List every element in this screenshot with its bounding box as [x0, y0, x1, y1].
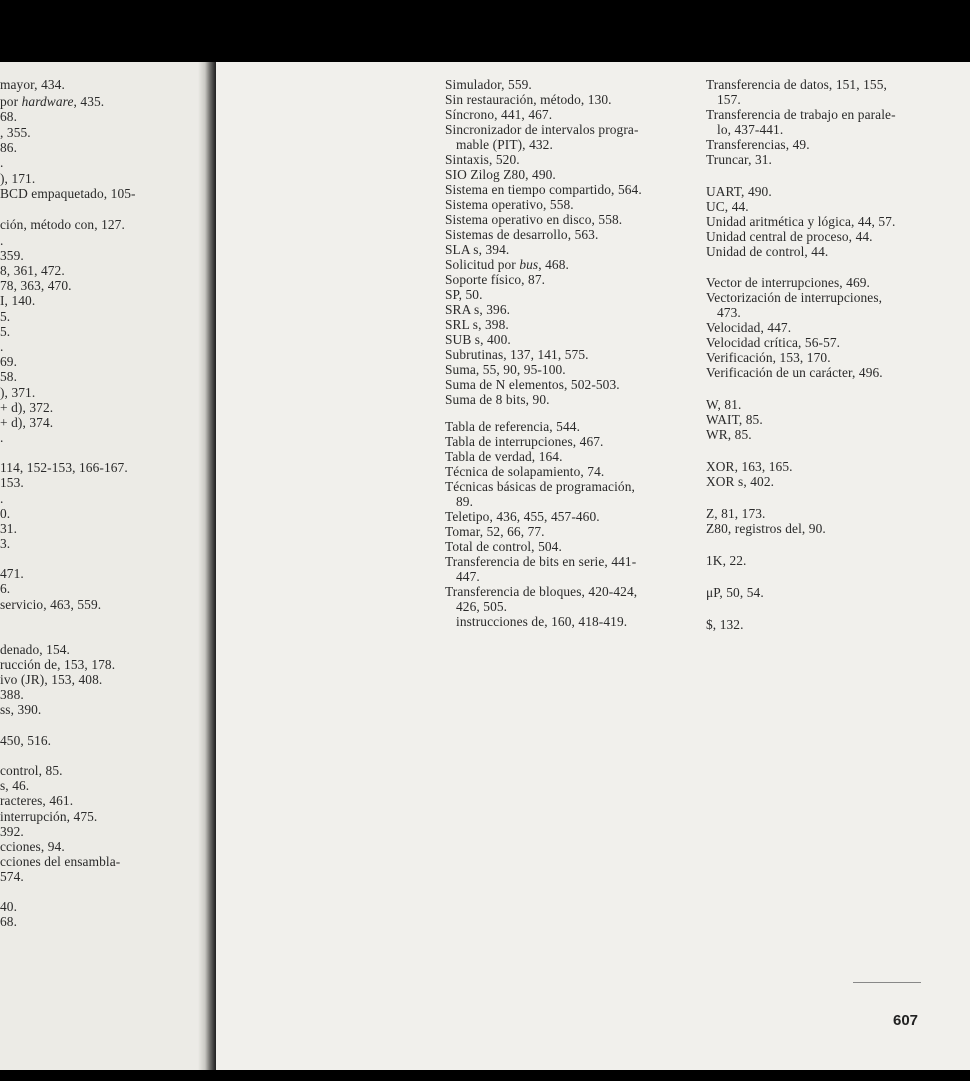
- left-fragment-29: 471.: [0, 566, 24, 581]
- index-entry-col1-23: Tabla de interrupciones, 467.: [445, 434, 604, 449]
- index-entry-col2-6: UART, 490.: [706, 184, 772, 199]
- left-fragment-34: ivo (JR), 153, 408.: [0, 672, 103, 687]
- index-entry-col1-31: Transferencia de bits en serie, 441-: [445, 554, 637, 569]
- page-number: 607: [893, 1012, 919, 1029]
- left-fragment-22: .: [0, 430, 4, 445]
- index-entry-col2-10: Unidad de control, 44.: [706, 244, 829, 259]
- left-fragment-9: .: [0, 233, 4, 248]
- left-fragment-11: 8, 361, 472.: [0, 263, 65, 278]
- index-entry-col2-24: Z80, registros del, 90.: [706, 521, 826, 536]
- index-entry-col2-8: Unidad aritmética y lógica, 44, 57.: [706, 214, 896, 229]
- left-page: [0, 62, 211, 1070]
- index-entry-col1-1: Sin restauración, método, 130.: [445, 92, 612, 107]
- left-fragment-2: 68.: [0, 109, 18, 124]
- left-fragment-4: 86.: [0, 140, 18, 155]
- index-entry-col1-3: Sincronizador de intervalos progra-: [445, 122, 639, 137]
- left-fragment-41: interrupción, 475.: [0, 809, 98, 824]
- index-entry-col1-27: 89.: [456, 494, 474, 509]
- left-fragment-26: 0.: [0, 506, 11, 521]
- index-entry-col1-16: SRL s, 398.: [445, 317, 509, 332]
- index-entry-col1-18: Subrutinas, 137, 141, 575.: [445, 347, 589, 362]
- index-entry-col2-16: Verificación, 153, 170.: [706, 350, 831, 365]
- index-entry-col2-7: UC, 44.: [706, 199, 749, 214]
- index-entry-col2-0: Transferencia de datos, 151, 155,: [706, 77, 887, 92]
- index-entry-col2-2: Transferencia de trabajo en parale-: [706, 107, 896, 122]
- index-entry-col1-9: Sistema operativo en disco, 558.: [445, 212, 623, 227]
- left-fragment-36: ss, 390.: [0, 702, 42, 717]
- index-entry-col1-22: Tabla de referencia, 544.: [445, 419, 581, 434]
- left-fragment-28: 3.: [0, 536, 11, 551]
- index-entry-col2-22: XOR s, 402.: [706, 474, 775, 489]
- index-entry-col2-26: μP, 50, 54.: [706, 585, 764, 600]
- index-entry-col1-34: 426, 505.: [456, 599, 508, 614]
- index-entry-col2-23: Z, 81, 173.: [706, 506, 766, 521]
- index-entry-col2-14: Velocidad, 447.: [706, 320, 792, 335]
- index-entry-col1-21: Suma de 8 bits, 90.: [445, 392, 550, 407]
- left-fragment-33: rucción de, 153, 178.: [0, 657, 116, 672]
- left-fragment-19: ), 371.: [0, 385, 36, 400]
- left-fragment-17: 69.: [0, 354, 18, 369]
- left-fragment-6: ), 171.: [0, 171, 36, 186]
- left-fragment-15: 5.: [0, 324, 11, 339]
- index-entry-col1-20: Suma de N elementos, 502-503.: [445, 377, 620, 392]
- left-fragment-32: denado, 154.: [0, 642, 70, 657]
- index-entry-col2-18: W, 81.: [706, 397, 742, 412]
- left-fragment-0: mayor, 434.: [0, 77, 65, 92]
- index-entry-col1-12: Solicitud por bus, 468.: [445, 257, 569, 272]
- left-fragment-45: 574.: [0, 869, 24, 884]
- index-entry-col1-10: Sistemas de desarrollo, 563.: [445, 227, 599, 242]
- left-fragment-5: .: [0, 155, 4, 170]
- index-entry-col2-5: Truncar, 31.: [706, 152, 773, 167]
- index-entry-col2-21: XOR, 163, 165.: [706, 459, 793, 474]
- left-fragment-40: racteres, 461.: [0, 793, 74, 808]
- left-fragment-14: 5.: [0, 309, 11, 324]
- index-entry-col1-13: Soporte físico, 87.: [445, 272, 546, 287]
- left-fragment-46: 40.: [0, 899, 18, 914]
- index-entry-col2-20: WR, 85.: [706, 427, 752, 442]
- left-fragment-44: cciones del ensambla-: [0, 854, 121, 869]
- index-entry-col1-26: Técnicas básicas de programación,: [445, 479, 635, 494]
- left-fragment-43: cciones, 94.: [0, 839, 65, 854]
- index-entry-col1-33: Transferencia de bloques, 420-424,: [445, 584, 638, 599]
- index-entry-col1-15: SRA s, 396.: [445, 302, 511, 317]
- left-fragment-31: servicio, 463, 559.: [0, 597, 102, 612]
- index-entry-col2-25: 1K, 22.: [706, 553, 747, 568]
- left-fragment-35: 388.: [0, 687, 24, 702]
- left-fragment-21: + d), 374.: [0, 415, 54, 430]
- index-entry-col1-19: Suma, 55, 90, 95-100.: [445, 362, 566, 377]
- left-fragment-38: control, 85.: [0, 763, 63, 778]
- index-entry-col2-19: WAIT, 85.: [706, 412, 763, 427]
- left-fragment-3: , 355.: [0, 125, 31, 140]
- left-fragment-1: por hardware, 435.: [0, 94, 105, 109]
- index-entry-col2-3: lo, 437-441.: [717, 122, 784, 137]
- left-fragment-23: 114, 152-153, 166-167.: [0, 460, 128, 475]
- index-entry-col2-15: Velocidad crítica, 56-57.: [706, 335, 841, 350]
- index-entry-col1-30: Total de control, 504.: [445, 539, 562, 554]
- index-entry-col1-32: 447.: [456, 569, 480, 584]
- index-entry-col2-4: Transferencias, 49.: [706, 137, 810, 152]
- left-fragment-39: s, 46.: [0, 778, 30, 793]
- index-entry-col1-4: mable (PIT), 432.: [456, 137, 553, 152]
- left-fragment-25: .: [0, 491, 4, 506]
- page-number-rule: [853, 982, 921, 983]
- index-entry-col1-2: Síncrono, 441, 467.: [445, 107, 553, 122]
- left-fragment-27: 31.: [0, 521, 18, 536]
- index-entry-col1-14: SP, 50.: [445, 287, 483, 302]
- left-fragment-18: 58.: [0, 369, 18, 384]
- left-fragment-20: + d), 372.: [0, 400, 54, 415]
- index-entry-col2-27: $, 132.: [706, 617, 744, 632]
- index-entry-col2-1: 157.: [717, 92, 741, 107]
- left-fragment-24: 153.: [0, 475, 24, 490]
- left-fragment-42: 392.: [0, 824, 24, 839]
- index-entry-col1-24: Tabla de verdad, 164.: [445, 449, 563, 464]
- index-entry-col1-5: Sintaxis, 520.: [445, 152, 520, 167]
- left-fragment-47: 68.: [0, 914, 18, 929]
- index-entry-col2-11: Vector de interrupciones, 469.: [706, 275, 871, 290]
- index-entry-col2-17: Verificación de un carácter, 496.: [706, 365, 883, 380]
- index-entry-col1-35: instrucciones de, 160, 418-419.: [456, 614, 628, 629]
- left-fragment-30: 6.: [0, 581, 11, 596]
- right-page: [216, 62, 970, 1070]
- index-entry-col1-8: Sistema operativo, 558.: [445, 197, 574, 212]
- left-fragment-10: 359.: [0, 248, 24, 263]
- left-fragment-16: .: [0, 339, 4, 354]
- index-entry-col1-7: Sistema en tiempo compartido, 564.: [445, 182, 642, 197]
- index-entry-col1-17: SUB s, 400.: [445, 332, 511, 347]
- index-entry-col1-25: Técnica de solapamiento, 74.: [445, 464, 605, 479]
- index-entry-col1-11: SLA s, 394.: [445, 242, 510, 257]
- left-fragment-13: I, 140.: [0, 293, 36, 308]
- left-fragment-37: 450, 516.: [0, 733, 52, 748]
- left-fragment-7: BCD empaquetado, 105-: [0, 186, 136, 201]
- index-entry-col1-6: SIO Zilog Z80, 490.: [445, 167, 556, 182]
- book-gutter: [198, 62, 218, 1070]
- index-entry-col1-0: Simulador, 559.: [445, 77, 532, 92]
- index-entry-col1-29: Tomar, 52, 66, 77.: [445, 524, 545, 539]
- index-entry-col2-13: 473.: [717, 305, 741, 320]
- index-entry-col2-9: Unidad central de proceso, 44.: [706, 229, 873, 244]
- index-entry-col1-28: Teletipo, 436, 455, 457-460.: [445, 509, 600, 524]
- left-fragment-8: ción, método con, 127.: [0, 217, 125, 232]
- index-entry-col2-12: Vectorización de interrupciones,: [706, 290, 883, 305]
- left-fragment-12: 78, 363, 470.: [0, 278, 72, 293]
